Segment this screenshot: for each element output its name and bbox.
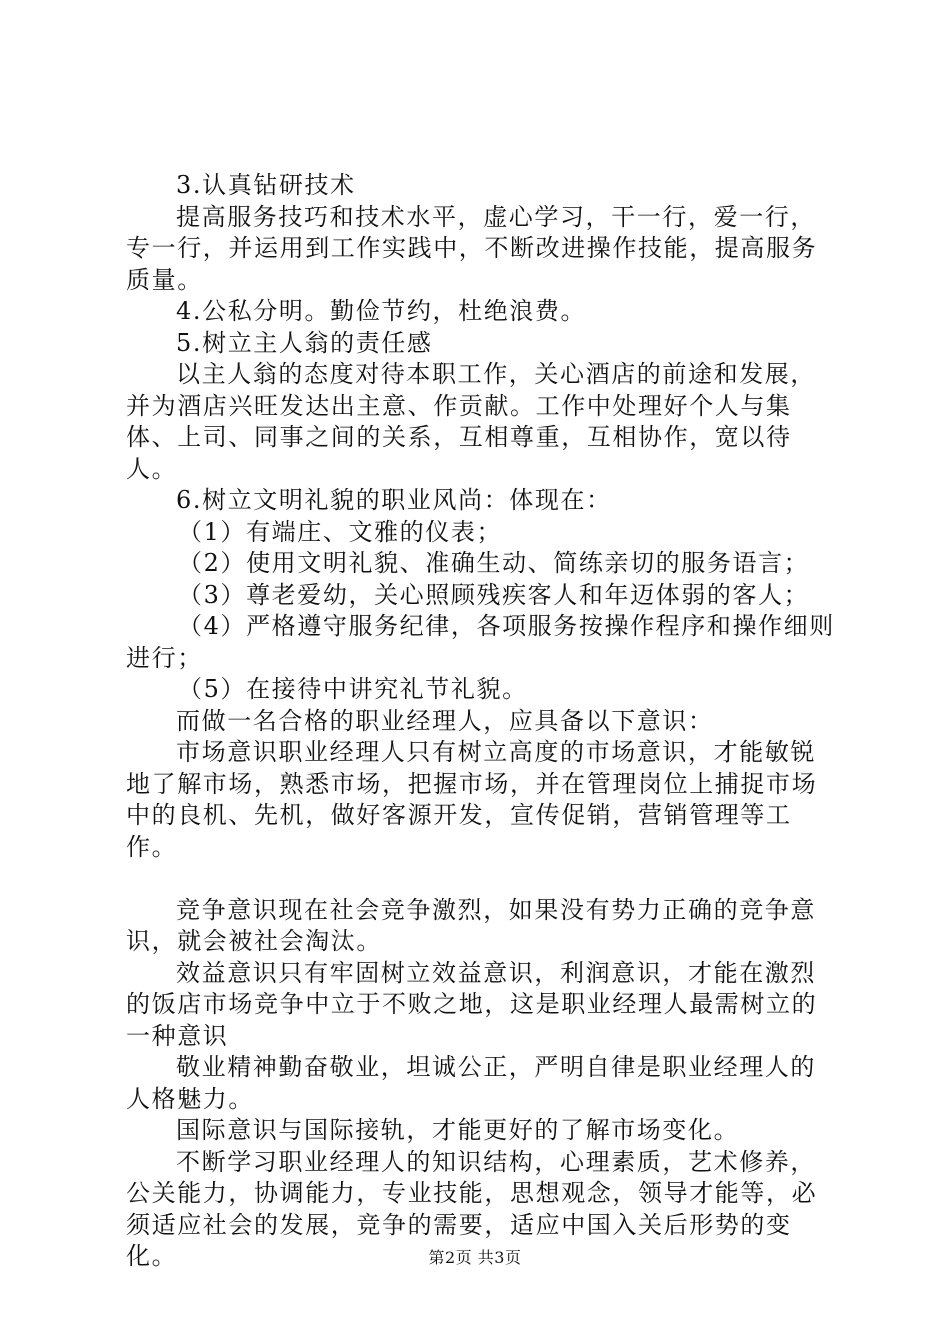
heading-4: 4.公私分明。勤俭节约，杜绝浪费。 — [176, 297, 587, 325]
list-item-2: （2）使用文明礼貌、准确生动、简练亲切的服务语言； — [178, 549, 810, 577]
list-item-3: （3）尊老爱幼，关心照顾残疾客人和年迈体弱的客人； — [178, 580, 810, 609]
paragraph-dedication: 敬业精神勤奋敬业，坦诚公正，严明自律是职业经理人的人格魅力。 — [126, 1053, 816, 1113]
paragraph-benefit-awareness: 效益意识只有牢固树立效益意识，利润意识，才能在激烈的饭店市场竞争中立于不败之地，这是职业经理人最需树立的一种意识 — [126, 958, 818, 1050]
heading-3: 3.认真钻研技术 — [176, 171, 356, 199]
paragraph-ownership: 以主人翁的态度对待本职工作，关心酒店的前途和发展，并为酒店兴旺发达出主意、作贡献。工作中处理好个人与集体、上司、同事之间的关系，互相尊重，互相协作，宽以待人。 — [126, 360, 816, 483]
paragraph-skills: 提高服务技巧和技术水平，虚心学习，干一行，爱一行，专一行，并运用到工作实践中，不断改进操作技能，提高服务质量。 — [126, 202, 818, 294]
paragraph-market-awareness: 市场意识职业经理人只有树立高度的市场意识，才能敏锐地了解市场，熟悉市场，把握市场，并在管理岗位上捕捉市场中的良机、先机，做好客源开发，宣传促销，营销管理等工作。 — [126, 738, 818, 861]
paragraph-continuous-learning: 不断学习职业经理人的知识结构，心理素质，艺术修养，公关能力，协调能力，专业技能，思想观念，领导才能等，必须适应社会的发展，竞争的需要，适应中国入关后形势的变化。 — [126, 1147, 818, 1270]
heading-5: 5.树立主人翁的责任感 — [176, 328, 433, 357]
heading-6: 6.树立文明礼貌的职业风尚：体现在： — [176, 486, 612, 514]
list-item-5: （5）在接待中讲究礼节礼貌。 — [178, 675, 528, 703]
paragraph-manager-intro: 而做一名合格的职业经理人，应具备以下意识： — [176, 706, 714, 735]
paragraph-international-awareness: 国际意识与国际接轨，才能更好的了解市场变化。 — [176, 1116, 740, 1144]
blank-line — [126, 863, 841, 895]
document-body — [126, 170, 841, 1273]
list-item-4: （4）严格遵守服务纪律，各项服务按操作程序和操作细则进行； — [126, 612, 835, 672]
list-item-1: （1）有端庄、文雅的仪表； — [178, 517, 503, 546]
page-footer: 第2页 共3页 — [428, 1248, 522, 1267]
paragraph-competition-awareness: 竞争意识现在社会竞争激烈，如果没有势力正确的竞争意识，就会被社会淘汰。 — [126, 895, 816, 955]
